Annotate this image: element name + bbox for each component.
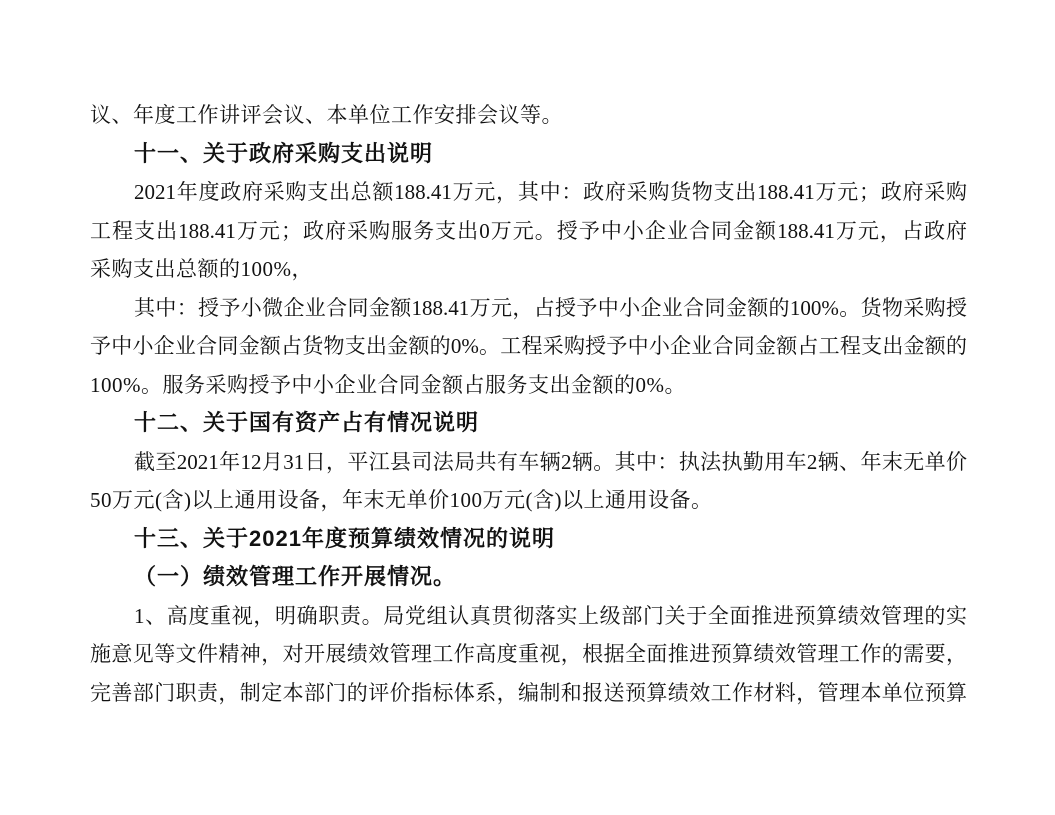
sub-section-heading: （一）绩效管理工作开展情况。	[134, 564, 457, 589]
document-line: 截至2021年12月31日，平江县司法局共有车辆2辆。其中：执法执勤用车2辆、年末无单价	[134, 449, 967, 474]
document-line: 采购支出总额的100%，	[90, 257, 313, 281]
document-text-block	[90, 96, 967, 712]
document-line: 100%。服务采购授予中小企业合同金额占服务支出金额的0%。	[90, 372, 686, 397]
document-line: 完善部门职责，制定本部门的评价指标体系，编制和报送预算绩效工作材料，管理本单位预算	[90, 680, 967, 705]
section-heading: 十一、关于政府采购支出说明	[134, 140, 434, 166]
document-line: 予中小企业合同金额占货物支出金额的0%。工程采购授予中小企业合同金额占工程支出金额的	[90, 334, 967, 358]
document-line: 1、高度重视，明确职责。局党组认真贯彻落实上级部门关于全面推进预算绩效管理的实	[134, 603, 967, 628]
document-line: 50万元(含)以上通用设备，年末无单价100万元(含)以上通用设备。	[90, 488, 713, 512]
document-line: 施意见等文件精神，对开展绩效管理工作高度重视，根据全面推进预算绩效管理工作的需要，	[90, 642, 967, 666]
section-heading: 十三、关于2021年度预算绩效情况的说明	[134, 525, 555, 551]
document-line: 议、年度工作讲评会议、本单位工作安排会议等。	[90, 103, 563, 127]
section-heading: 十二、关于国有资产占有情况说明	[134, 410, 480, 435]
document-line: 其中：授予小微企业合同金额188.41万元，占授予中小企业合同金额的100%。货物采购授	[134, 295, 967, 320]
document-line: 2021年度政府采购支出总额188.41万元，其中：政府采购货物支出188.41万元；政府采购	[134, 180, 967, 204]
document-line: 工程支出188.41万元；政府采购服务支出0万元。授予中小企业合同金额188.41万元，占政府	[90, 218, 967, 243]
